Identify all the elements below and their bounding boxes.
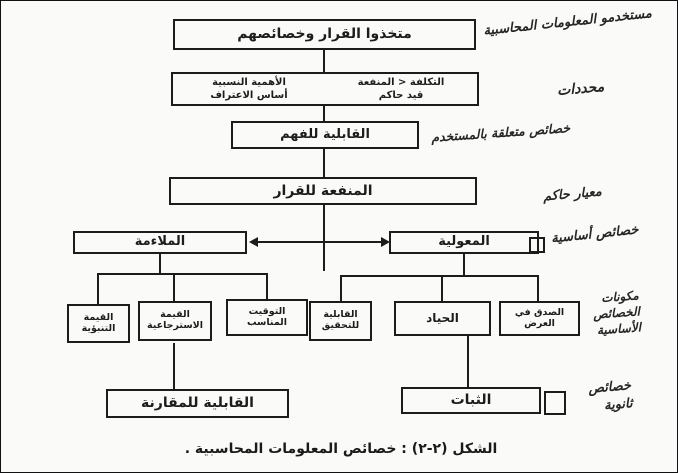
margin-label-components-line3: الأساسية <box>596 320 642 338</box>
constraints-cost-benefit-label: التكلفة < المنفعة <box>357 76 445 88</box>
connector-top-3 <box>323 149 325 177</box>
figure-caption <box>101 441 581 457</box>
node-predictive-value-label: القيمة التنبؤية <box>81 311 116 334</box>
connector-feedback-drop <box>173 275 175 301</box>
node-feedback-value-label: القيمة الاسترجاعية <box>146 309 203 331</box>
node-decision-makers-label: متخذوا القرار وخصائصهم <box>237 26 412 43</box>
connector-timeliness-drop <box>266 275 268 299</box>
node-neutrality-label: الحياد <box>426 310 459 325</box>
node-faithful-representation <box>499 301 580 336</box>
connector-reliability-drop <box>463 254 465 275</box>
node-reliability <box>389 231 539 254</box>
node-neutrality <box>394 301 491 336</box>
node-feedback-value <box>138 301 212 341</box>
margin-label-secondary-line2: ثانوية <box>603 395 634 414</box>
connector-top-1 <box>323 50 325 72</box>
margin-square-primary <box>529 237 545 253</box>
margin-label-constraints-text: محددات <box>556 78 605 100</box>
margin-label-primary-text: خصائص أساسية <box>550 222 640 247</box>
margin-label-components <box>591 287 641 339</box>
connector-center-stem <box>323 205 325 271</box>
node-reliability-label: المعولية <box>438 234 490 250</box>
constraints-materiality-label: الأهمية النسبية <box>212 76 286 88</box>
node-timeliness-label: التوقيت المناسب <box>246 305 288 328</box>
node-verifiability-label: القابلية للتحقيق <box>321 309 360 331</box>
node-decision-makers <box>173 19 476 50</box>
arrow-left-icon <box>249 237 258 247</box>
node-verifiability <box>309 301 372 341</box>
margin-label-secondary <box>588 377 634 416</box>
margin-label-governing-criterion <box>542 184 602 204</box>
node-predictive-value <box>67 304 130 343</box>
margin-label-constraints <box>556 79 604 99</box>
node-decision-usefulness <box>169 177 477 205</box>
margin-label-user-related-text: خصائص متعلقة بالمستخدم <box>430 120 571 145</box>
connector-verifiability-drop <box>340 277 342 301</box>
node-understandability-label: القابلية للفهم <box>280 126 370 142</box>
connector-top-2 <box>323 106 325 121</box>
node-consistency-label: الثبات <box>450 392 492 409</box>
constraints-recognition-label: أساس الاعتراف <box>210 90 288 101</box>
connector-comparability-drop <box>173 343 175 389</box>
margin-label-secondary-line1: خصائص <box>587 378 632 397</box>
node-relevance-label: الملاءمة <box>134 234 186 250</box>
node-decision-usefulness-label: المنفعة للقرار <box>273 182 373 199</box>
margin-label-users <box>483 6 653 39</box>
margin-label-primary <box>550 222 639 246</box>
margin-label-users-text: مستخدمو المعلومات المحاسبية <box>482 6 653 39</box>
node-faithful-representation-label: الصدق في العرض <box>514 306 565 329</box>
margin-label-components-line1: مكونات <box>600 288 640 306</box>
margin-square-secondary <box>544 391 566 415</box>
arrow-right-icon <box>381 237 390 247</box>
connector-neutrality-drop <box>441 277 443 301</box>
node-consistency <box>401 387 541 414</box>
node-comparability <box>106 389 289 418</box>
connector-predictive-drop <box>97 275 99 304</box>
connector-consistency-drop <box>467 336 469 387</box>
node-relevance <box>73 231 247 254</box>
connector-arrow-shaft-right <box>325 241 381 243</box>
connector-relevance-rail <box>97 273 268 275</box>
node-comparability-label: القابلية للمقارنة <box>141 395 254 412</box>
margin-label-user-related <box>431 120 571 145</box>
constraints-governing-label: قيد حاكم <box>378 90 424 101</box>
connector-faithfulness-drop <box>537 277 539 301</box>
margin-label-governing-criterion-text: معيار حاكم <box>542 184 603 205</box>
figure-caption-text: الشكل (٢-٢) : خصائص المعلومات المحاسبية . <box>184 441 498 457</box>
constraints-cost-benefit <box>325 76 477 103</box>
constraints-materiality <box>173 76 325 103</box>
margin-label-components-line2: الخصائص <box>592 304 641 322</box>
connector-reliability-rail <box>340 275 539 277</box>
connector-relevance-drop <box>159 254 161 273</box>
node-timeliness <box>226 299 308 336</box>
node-understandability <box>231 121 419 149</box>
connector-arrow-shaft-left <box>258 241 323 243</box>
node-constraints <box>171 72 479 106</box>
